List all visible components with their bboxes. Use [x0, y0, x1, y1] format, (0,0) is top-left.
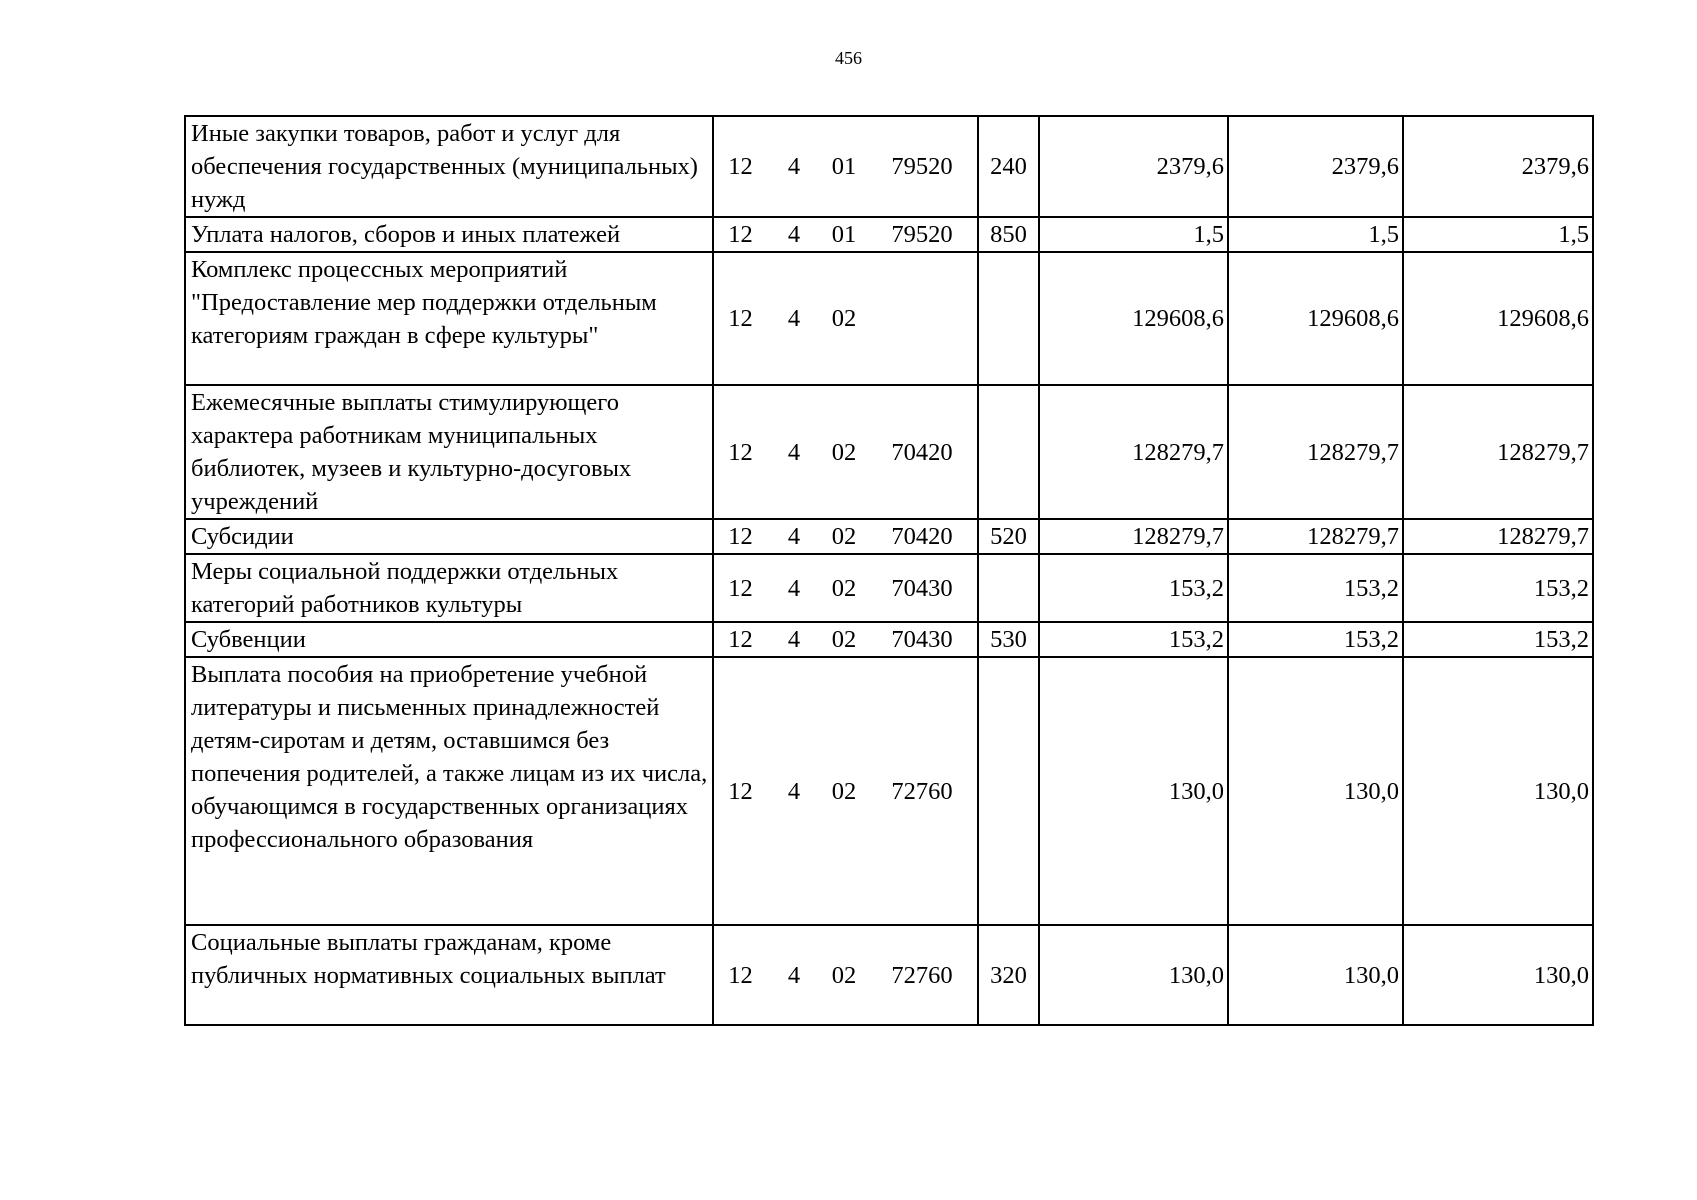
expense-type-code [978, 554, 1039, 622]
direction-code [867, 252, 978, 385]
row-name: Ежемесячные выплаты стимулирующего характера работникам муниципальных библиотек, музеев и культурно-досуговых учреждений [185, 385, 713, 519]
table-row [185, 657, 1593, 925]
program-code: 02 [821, 385, 867, 519]
amount-year-3: 1,5 [1403, 217, 1593, 252]
table-row [185, 252, 1593, 385]
table-row [185, 385, 1593, 519]
program-code: 02 [821, 925, 867, 1025]
row-name: Меры социальной поддержки отдельных категорий работников культуры [185, 554, 713, 622]
amount-year-2: 1,5 [1228, 217, 1403, 252]
amount-year-2: 153,2 [1228, 554, 1403, 622]
subsection-code: 4 [767, 519, 821, 554]
amount-year-1: 128279,7 [1039, 519, 1228, 554]
expense-type-code: 530 [978, 622, 1039, 657]
row-name: Субсидии [185, 519, 713, 554]
expense-type-code [978, 252, 1039, 385]
subsection-code: 4 [767, 925, 821, 1025]
direction-code: 72760 [867, 925, 978, 1025]
amount-year-2: 129608,6 [1228, 252, 1403, 385]
amount-year-1: 2379,6 [1039, 116, 1228, 217]
expense-type-code [978, 657, 1039, 925]
row-name: Выплата пособия на приобретение учебной литературы и письменных принадлежностей детям-сиротам и детям, оставшимся без попечения родителей, а также лицам из их числа, обучающимся в государственных организациях профессионального образования [185, 657, 713, 925]
direction-code: 70430 [867, 554, 978, 622]
program-code: 02 [821, 657, 867, 925]
row-name: Комплекс процессных мероприятий "Предоставление мер поддержки отдельным категориям граждан в сфере культуры" [185, 252, 713, 385]
table-row [185, 217, 1593, 252]
table-row [185, 554, 1593, 622]
amount-year-3: 153,2 [1403, 622, 1593, 657]
subsection-code: 4 [767, 217, 821, 252]
subsection-code: 4 [767, 385, 821, 519]
program-code: 01 [821, 217, 867, 252]
direction-code: 72760 [867, 657, 978, 925]
section-code: 12 [713, 519, 767, 554]
expense-type-code: 520 [978, 519, 1039, 554]
amount-year-1: 128279,7 [1039, 385, 1228, 519]
program-code: 01 [821, 116, 867, 217]
program-code: 02 [821, 252, 867, 385]
subsection-code: 4 [767, 622, 821, 657]
amount-year-1: 129608,6 [1039, 252, 1228, 385]
amount-year-2: 128279,7 [1228, 385, 1403, 519]
row-name: Иные закупки товаров, работ и услуг для обеспечения государственных (муниципальных) нужд [185, 116, 713, 217]
expense-type-code: 240 [978, 116, 1039, 217]
amount-year-1: 130,0 [1039, 657, 1228, 925]
amount-year-2: 2379,6 [1228, 116, 1403, 217]
amount-year-3: 130,0 [1403, 657, 1593, 925]
expense-type-code: 850 [978, 217, 1039, 252]
expense-type-code: 320 [978, 925, 1039, 1025]
amount-year-3: 130,0 [1403, 925, 1593, 1025]
amount-year-1: 153,2 [1039, 622, 1228, 657]
amount-year-2: 153,2 [1228, 622, 1403, 657]
amount-year-3: 153,2 [1403, 554, 1593, 622]
section-code: 12 [713, 657, 767, 925]
section-code: 12 [713, 622, 767, 657]
section-code: 12 [713, 385, 767, 519]
subsection-code: 4 [767, 252, 821, 385]
row-name: Субвенции [185, 622, 713, 657]
subsection-code: 4 [767, 554, 821, 622]
amount-year-1: 1,5 [1039, 217, 1228, 252]
page-number: 456 [835, 48, 862, 68]
subsection-code: 4 [767, 116, 821, 217]
amount-year-3: 129608,6 [1403, 252, 1593, 385]
section-code: 12 [713, 252, 767, 385]
direction-code: 70420 [867, 519, 978, 554]
amount-year-2: 130,0 [1228, 657, 1403, 925]
section-code: 12 [713, 925, 767, 1025]
amount-year-1: 130,0 [1039, 925, 1228, 1025]
amount-year-3: 128279,7 [1403, 519, 1593, 554]
row-name: Уплата налогов, сборов и иных платежей [185, 217, 713, 252]
program-code: 02 [821, 554, 867, 622]
table-row [185, 925, 1593, 1025]
table-row [185, 116, 1593, 217]
direction-code: 79520 [867, 217, 978, 252]
amount-year-1: 153,2 [1039, 554, 1228, 622]
subsection-code: 4 [767, 657, 821, 925]
amount-year-2: 130,0 [1228, 925, 1403, 1025]
expense-type-code [978, 385, 1039, 519]
section-code: 12 [713, 217, 767, 252]
program-code: 02 [821, 622, 867, 657]
budget-table [184, 115, 1594, 1026]
amount-year-3: 128279,7 [1403, 385, 1593, 519]
section-code: 12 [713, 116, 767, 217]
amount-year-2: 128279,7 [1228, 519, 1403, 554]
section-code: 12 [713, 554, 767, 622]
program-code: 02 [821, 519, 867, 554]
amount-year-3: 2379,6 [1403, 116, 1593, 217]
direction-code: 70420 [867, 385, 978, 519]
table-row [185, 519, 1593, 554]
direction-code: 79520 [867, 116, 978, 217]
direction-code: 70430 [867, 622, 978, 657]
row-name: Социальные выплаты гражданам, кроме публичных нормативных социальных выплат [185, 925, 713, 1025]
table-row [185, 622, 1593, 657]
